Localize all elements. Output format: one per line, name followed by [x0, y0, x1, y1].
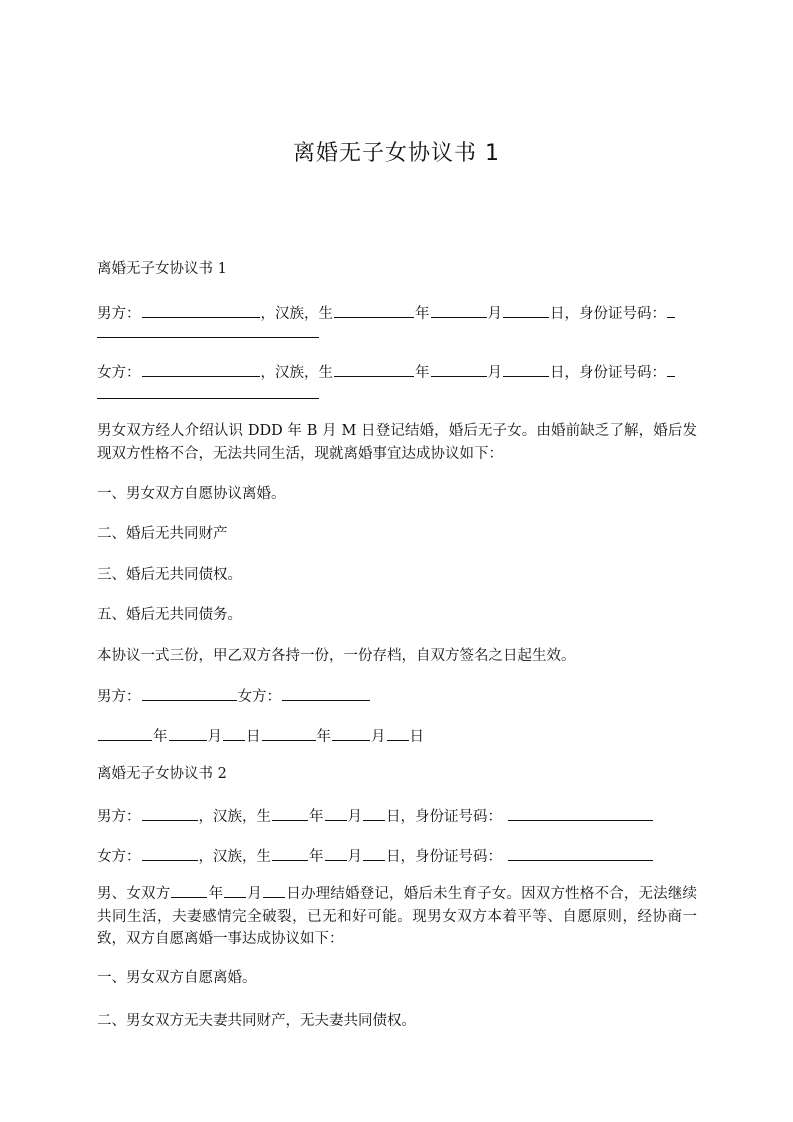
ethnic-text: ，汉族，生: [198, 849, 271, 865]
sign-male-label: 男方：: [97, 689, 141, 705]
female-label: 女方：: [97, 849, 141, 865]
section2-intro: 男、女双方 年 月 日办理结婚登记，婚后未生育子女。因双方性格不合，无法继续共同生活，夫妻感情完全破裂，已无和好可能。现男女双方本着平等、自愿原则，经协商一致，双方自愿离婚一事达成协议如下：: [97, 883, 697, 951]
blank-field: [97, 336, 319, 338]
section1-item1: 一、男女双方自愿协议离婚。: [97, 486, 286, 502]
signature-blank: [282, 686, 370, 701]
blank-field: [503, 303, 549, 318]
blank-field: [363, 806, 385, 821]
document-title: 离婚无子女协议书 1: [293, 141, 500, 166]
blank-field: [508, 806, 653, 821]
date-day: 日: [409, 729, 424, 745]
blank-field: [667, 362, 675, 377]
sign-female-label: 女方：: [237, 689, 281, 705]
section1-heading: 离婚无子女协议书 1: [97, 261, 227, 277]
signature-blank: [142, 686, 237, 701]
blank-field: [503, 362, 549, 377]
section2-item2: 二、男女双方无夫妻共同财产，无夫妻共同债权。: [97, 1013, 416, 1029]
blank-field: [334, 362, 414, 377]
date-day: 日: [246, 729, 261, 745]
date-month: 月: [207, 729, 222, 745]
blank-field: [272, 806, 308, 821]
blank-field: [667, 303, 675, 318]
section1-item2: 二、婚后无共同财产: [97, 526, 228, 542]
blank-field: [224, 883, 246, 898]
section1-male-line: [97, 303, 676, 324]
blank-field: [272, 846, 308, 861]
month-text: 月: [487, 306, 502, 322]
month-text: 月: [347, 849, 362, 865]
blank-field: [223, 726, 245, 741]
section1-copies: 本协议一式三份，甲乙双方各持一份，一份存档，自双方签名之日起生效。: [97, 648, 576, 664]
section2-heading: 离婚无子女协议书 2: [97, 766, 227, 782]
ethnic-text: ，汉族，生: [260, 306, 333, 322]
section1-item5: 五、婚后无共同债务。: [97, 607, 242, 623]
blank-field: [97, 397, 319, 399]
female-label: 女方：: [97, 365, 141, 381]
year-text: 年: [415, 365, 430, 381]
section2-male-line: [97, 806, 654, 827]
date-year: 年: [153, 729, 168, 745]
date-month: 月: [371, 729, 386, 745]
blank-field: [263, 883, 285, 898]
blank-field: [142, 303, 260, 318]
section1-date-line: [97, 726, 424, 747]
male-label: 男方：: [97, 306, 141, 322]
id-label: 日，身份证号码：: [386, 809, 502, 825]
id-label: 日，身份证号码：: [386, 849, 502, 865]
month-text: 月: [487, 365, 502, 381]
blank-field: [325, 846, 347, 861]
male-label: 男方：: [97, 809, 141, 825]
section1-intro: 男女双方经人介绍认识 DDD 年 B 月 M 日登记结婚，婚后无子女。由婚前缺乏了解，婚后发现双方性格不合，无法共同生活，现就离婚事宜达成协议如下：: [97, 423, 697, 462]
ethnic-text: ，汉族，生: [198, 809, 271, 825]
section1-female-line: [97, 362, 676, 383]
section1-item3: 三、婚后无共同债权。: [97, 567, 242, 583]
blank-field: [431, 303, 487, 318]
year-text: 年: [309, 849, 324, 865]
id-label: 日，身份证号码：: [550, 306, 666, 322]
blank-field: [332, 726, 370, 741]
blank-field: [169, 726, 207, 741]
blank-field: [334, 303, 414, 318]
blank-field: [431, 362, 487, 377]
blank-field: [262, 726, 316, 741]
year-text: 年: [415, 306, 430, 322]
date-year: 年: [316, 729, 331, 745]
blank-field: [508, 846, 653, 861]
section2-female-line: [97, 846, 654, 867]
year-text: 年: [309, 809, 324, 825]
blank-field: [98, 726, 152, 741]
blank-field: [142, 806, 198, 821]
ethnic-text: ，汉族，生: [260, 365, 333, 381]
blank-field: [142, 362, 260, 377]
month-text: 月: [347, 809, 362, 825]
id-label: 日，身份证号码：: [550, 365, 666, 381]
blank-field: [363, 846, 385, 861]
section2-item1: 一、男女双方自愿离婚。: [97, 970, 257, 986]
section1-signature-line: [97, 686, 371, 707]
blank-field: [387, 726, 409, 741]
blank-field: [171, 883, 207, 898]
blank-field: [325, 806, 347, 821]
blank-field: [142, 846, 198, 861]
